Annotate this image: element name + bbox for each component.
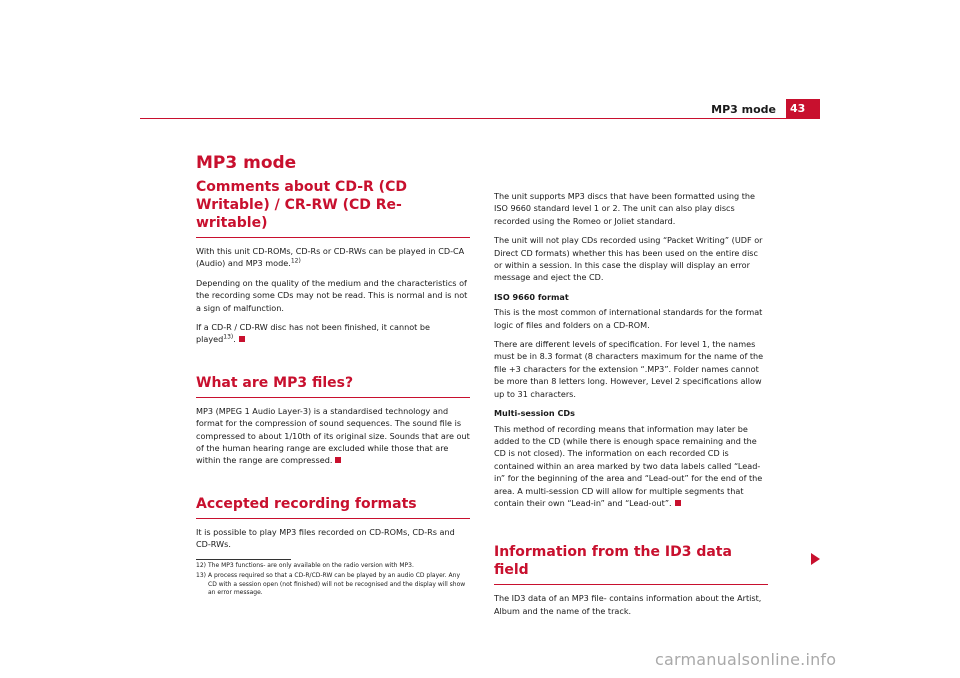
header-rule [140, 118, 820, 119]
paragraph: Depending on the quality of the medium and the characteristics of the recording some CDs may not be read. This is normal and is not a sign of malfunction. [196, 277, 468, 313]
section-title-cdr: Comments about CD-R (CD Writable) / CR-RW (CD Re-writable) [196, 178, 470, 238]
page-number: 43 [786, 99, 820, 119]
subheading: Multi-session CDs [494, 408, 575, 419]
subheading: ISO 9660 format [494, 291, 569, 302]
paragraph: The unit will not play CDs recorded using “Packet Writing” (UDF or Direct CD formats) whether this has been used on the entire disc or within a session. In this case the display will display an error message and eject the CD. [494, 235, 763, 283]
paragraph: The ID3 data of an MP3 file- contains information about the Artist, Album and the name of the track. [494, 593, 762, 616]
left-column [196, 178, 470, 598]
section-title-formats: Accepted recording formats [196, 495, 470, 519]
section-end-icon [239, 336, 245, 342]
paragraph: There are different levels of specification. For level 1, the names must be in 8.3 format (8 characters maximum for the name of the file +3 characters for the extension “.MP3”. Folder names cannot be more than 8 letters long. However, Level 2 specifications allow up to 31 characters. [494, 339, 764, 399]
chapter-title: MP3 mode [196, 153, 297, 173]
paragraph: This method of recording means that information may later be added to the CD (while there is enough space remaining and the CD is not closed). The information on each recorded CD is contained within an area marked by two data labels called “Lead-in” for the beginning of the area and “Lead-out” for the end of the area. A multi-session CD will allow for multiple segments that contain their own “Lead-in” and “Lead-out”. [494, 423, 763, 508]
footnote: 13) A process required so that a CD-R/CD-RW can be played by an audio CD player. Any CD with a session open (not finished) will not be recognised and the display will show an error message. [196, 572, 466, 597]
section-end-icon [675, 500, 681, 506]
paragraph: The unit supports MP3 discs that have been formatted using the ISO 9660 standard level 1 or 2. The unit can also play discs recorded using the Romeo or Joliet standard. [494, 191, 755, 226]
section-title-id3: Information from the ID3 data field [494, 543, 768, 585]
footnote-ref[interactable]: 13) [223, 333, 234, 341]
right-column [494, 190, 768, 617]
footnote: 12) The MP3 functions- are only available on the radio version with MP3. [196, 561, 414, 569]
footnote-rule [196, 559, 291, 560]
paragraph: With this unit CD-ROMs, CD-Rs or CD-RWs can be played in CD-CA (Audio) and MP3 mode.$^{12)}$ [196, 246, 465, 269]
footnote-ref[interactable]: 12) [290, 257, 301, 265]
paragraph: MP3 (MPEG 1 Audio Layer-3) is a standardised technology and format for the compression of sound sequences. The sound file is compressed to about 1/10th of its original size. Sounds that are out of the human hearing range are excluded while those that are within the range are compressed. [196, 405, 470, 466]
paragraph: This is the most common of international standards for the format logic of files and folders on a CD-ROM. [494, 307, 763, 330]
continue-arrow-icon [811, 553, 820, 565]
section-end-icon [335, 457, 341, 463]
section-title-mp3: What are MP3 files? [196, 374, 470, 398]
paragraph: It is possible to play MP3 files recorded on CD-ROMs, CD-Rs and CD-RWs. [196, 526, 455, 550]
running-header: MP3 mode [711, 103, 776, 116]
paragraph: If a CD-R / CD-RW disc has not been finished, it cannot be played$^{13)}$. [196, 322, 431, 345]
watermark: carmanualsonline.info [655, 650, 837, 669]
